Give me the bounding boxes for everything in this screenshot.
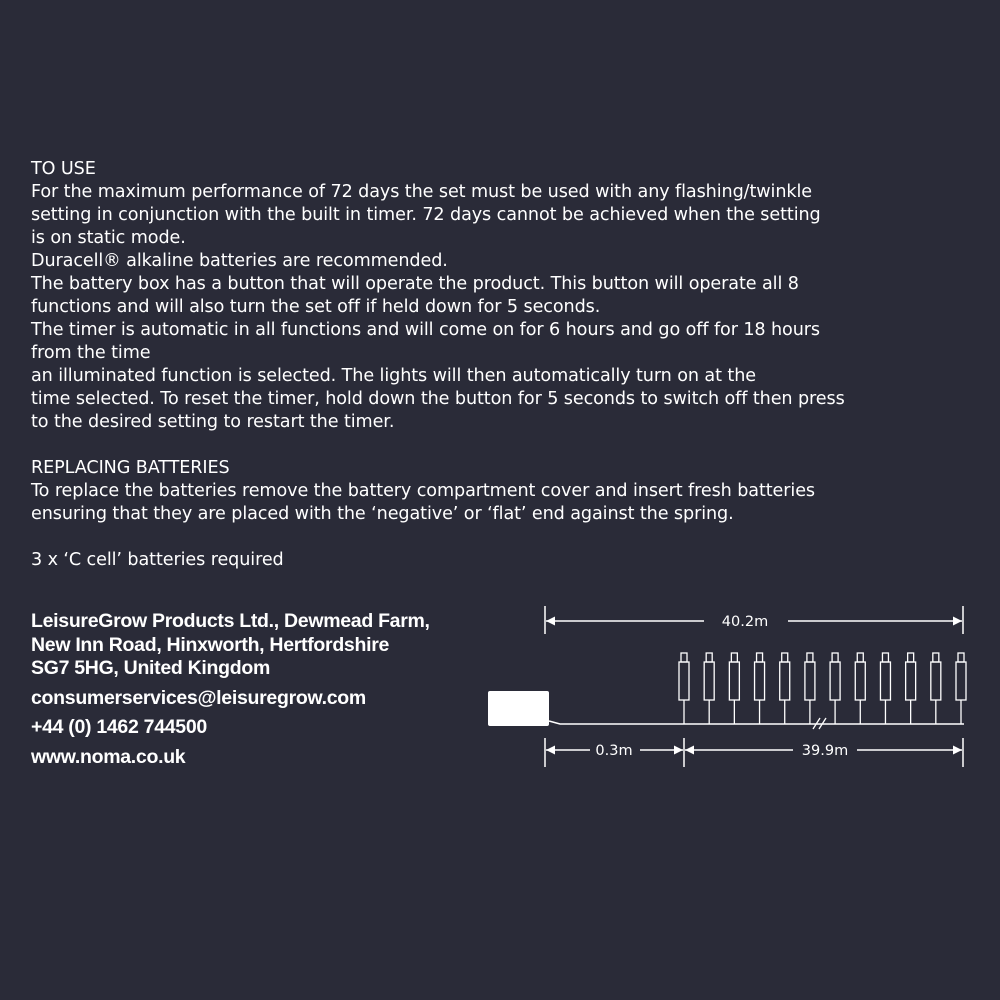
bulb-icon <box>805 653 815 724</box>
bulbs <box>679 653 966 724</box>
website: www.noma.co.uk <box>31 745 186 768</box>
to-use-line: functions and will also turn the set off if held down for 5 seconds. <box>31 297 601 317</box>
email: consumerservices@leisuregrow.com <box>31 686 366 709</box>
bulb-icon <box>830 653 840 724</box>
to-use-heading: TO USE <box>31 159 96 179</box>
bulb-icon <box>780 653 790 724</box>
batteries-required: 3 x ‘C cell’ batteries required <box>31 550 284 570</box>
instructions-text <box>31 158 981 572</box>
bulb-icon <box>931 653 941 724</box>
total-length-dimension <box>545 606 963 634</box>
battery-box <box>488 691 549 726</box>
to-use-line: Duracell® alkaline batteries are recommended. <box>31 251 448 271</box>
lead-cable <box>549 721 684 724</box>
bulb-icon <box>679 653 689 724</box>
bulb-icon <box>906 653 916 724</box>
bulb-icon <box>855 653 865 724</box>
bulb-icon <box>704 653 714 724</box>
lead-length-dimension <box>545 738 684 767</box>
to-use-line: to the desired setting to restart the timer. <box>31 412 395 432</box>
contact-block <box>31 610 471 769</box>
lit-length-label: 39.9m <box>801 743 849 759</box>
bulb-icon <box>880 653 890 724</box>
to-use-line: from the time <box>31 343 151 363</box>
lit-length-dimension <box>685 738 963 767</box>
address-line: SG7 5HG, United Kingdom <box>31 657 271 679</box>
lead-length-label: 0.3m <box>595 743 633 759</box>
phone: +44 (0) 1462 744500 <box>31 716 207 738</box>
to-use-line: For the maximum performance of 72 days the set must be used with any flashing/twinkle <box>31 182 812 202</box>
to-use-line: setting in conjunction with the built in timer. 72 days cannot be achieved when the setting <box>31 205 821 225</box>
to-use-line: time selected. To reset the timer, hold down the button for 5 seconds to switch off then press <box>31 389 845 409</box>
address-line: New Inn Road, Hinxworth, Hertfordshire <box>31 633 390 656</box>
to-use-line: an illuminated function is selected. The lights will then automatically turn on at the <box>31 366 756 386</box>
total-length-label: 40.2m <box>721 614 769 630</box>
to-use-line: The timer is automatic in all functions and will come on for 6 hours and go off for 18 hours <box>31 320 820 340</box>
replacing-line: To replace the batteries remove the battery compartment cover and insert fresh batteries <box>31 481 815 501</box>
bulb-icon <box>755 653 765 724</box>
bulb-icon <box>956 653 966 724</box>
address-line: LeisureGrow Products Ltd., Dewmead Farm, <box>31 610 430 632</box>
bulb-icon <box>729 653 739 724</box>
to-use-line: The battery box has a button that will operate the product. This button will operate all 8 <box>31 274 799 294</box>
to-use-line: is on static mode. <box>31 228 186 248</box>
replacing-line: ensuring that they are placed with the ‘negative’ or ‘flat’ end against the spring. <box>31 504 734 524</box>
replacing-batteries-heading: REPLACING BATTERIES <box>31 458 230 478</box>
cable-break-icon <box>813 718 826 729</box>
